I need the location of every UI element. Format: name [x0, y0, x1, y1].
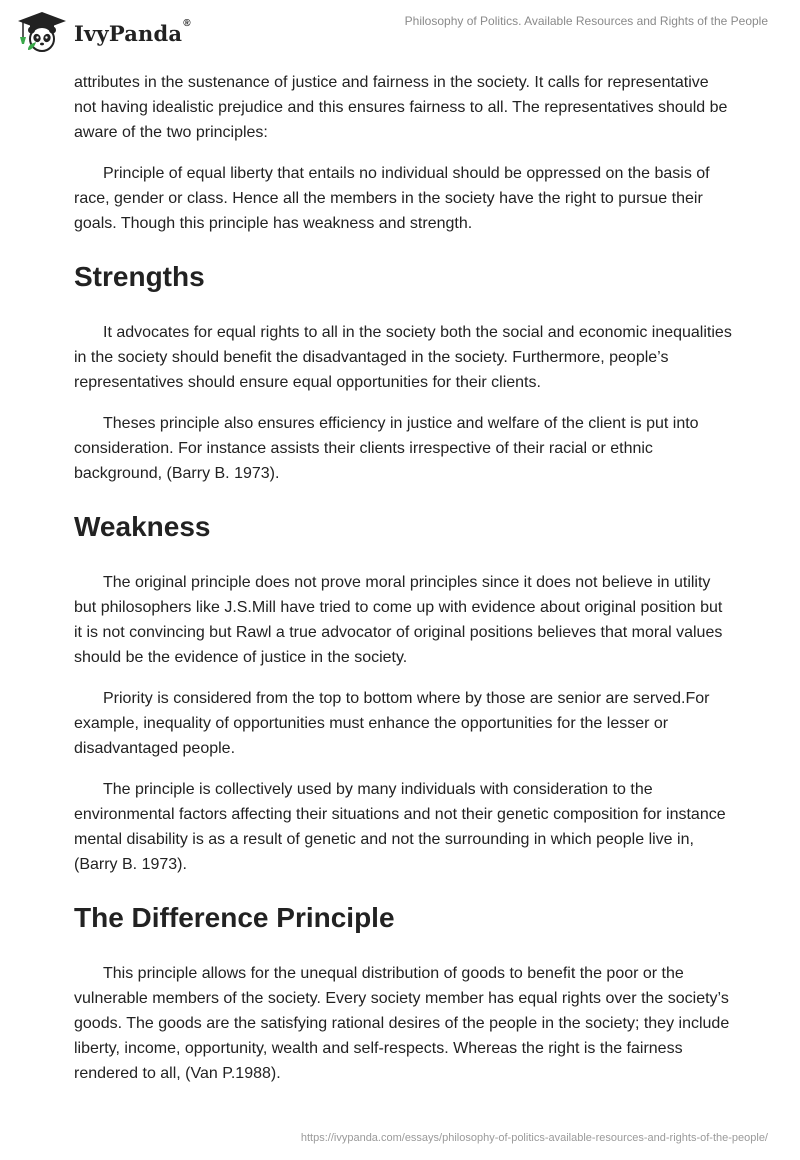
brand-label: IvyPanda	[74, 20, 183, 46]
paragraph-difference-1: This principle allows for the unequal distribution of goods to benefit the poor or the vulnerable members of the society. Every society member has equal rights over the society’s goods. The goods are the satisfying rational desires of the people in the society; they include liberty, income, opportunity, wealth and self-respects. Whereas the right is the fairness rendered to all, (Van P.1988).	[74, 965, 730, 1082]
page-header	[0, 0, 800, 60]
heading-strengths: Strengths	[74, 261, 205, 292]
source-url-link[interactable]: https://ivypanda.com/essays/philosophy-of-politics-available-resources-and-rights-of-the-people/	[300, 1132, 768, 1144]
heading-weakness: Weakness	[74, 511, 211, 542]
paragraph-strengths-1: It advocates for equal rights to all in the society both the social and economic inequalities in the society should benefit the disadvantaged in the society. Furthermore, people’s representatives should ensure equal opportunities for their clients.	[74, 324, 732, 391]
registered-mark: ®	[183, 17, 191, 29]
paragraph-weakness-2: Priority is considered from the top to bottom where by those are senior are served.For example, inequality of opportunities must enhance the opportunities for the lesser or disadvantaged people.	[74, 690, 710, 757]
paragraph-weakness-1: The original principle does not prove moral principles since it does not believe in utility but philosophers like J.S.Mill have tried to come up with evidence about original position but it is not convincing but Rawl a true advocator of original positions believes that moral values should be the evidence of justice in the society.	[74, 574, 723, 666]
paragraph-equal-liberty: Principle of equal liberty that entails no individual should be oppressed on the basis of race, gender or class. Hence all the members in the society have the right to pursue their goals. Though this principle has weakness and strength.	[74, 165, 710, 232]
panda-graduate-icon	[14, 10, 70, 54]
paragraph-intro: attributes in the sustenance of justice and fairness in the society. It calls for representative not having idealistic prejudice and this ensures fairness to all. The representatives should be aware of the two principles:	[74, 74, 728, 141]
brand-name	[74, 17, 191, 46]
paragraph-weakness-3: The principle is collectively used by many individuals with consideration to the environmental factors affecting their situations and not their genetic composition for instance mental disability is as a result of genetic and not the surrounding in which people live in,(Barry B. 1973).	[74, 781, 726, 873]
ivypanda-logo[interactable]	[14, 10, 191, 54]
essay-body	[74, 70, 734, 1102]
heading-difference-principle: The Difference Principle	[74, 902, 395, 933]
document-title: Philosophy of Politics. Available Resources and Rights of the People	[404, 14, 768, 28]
paragraph-strengths-2: Theses principle also ensures efficiency in justice and welfare of the client is put into consideration. For instance assists their clients irrespective of their racial or ethnic background, (Barry B. 1973).	[74, 415, 699, 482]
